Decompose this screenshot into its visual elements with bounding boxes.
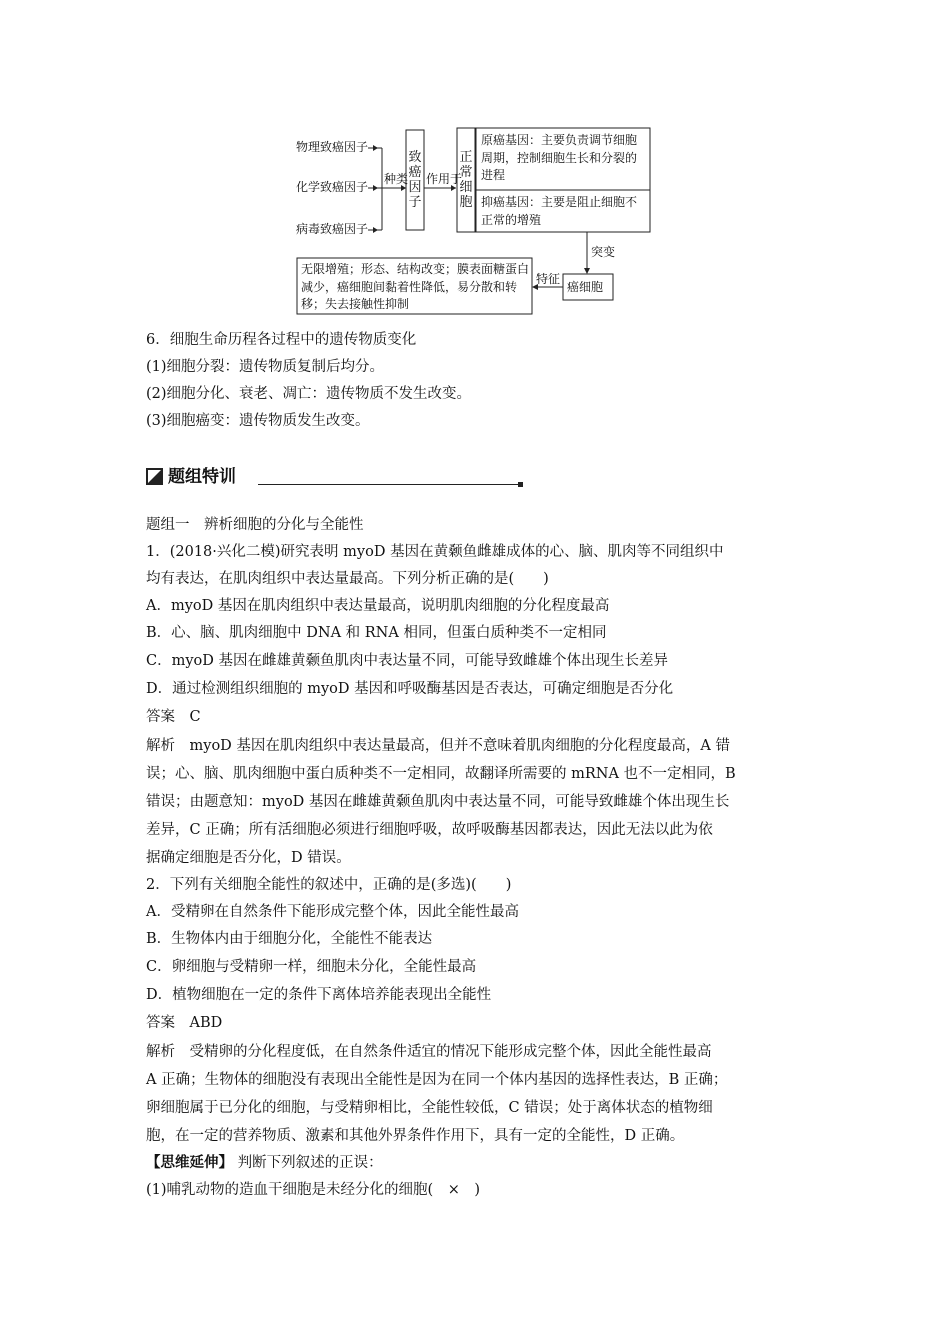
proto-oncogene-text: 原癌基因：主要负责调节细胞周期，控制细胞生长和分裂的进程 bbox=[481, 133, 638, 182]
q1-analysis-line: 误；心、脑、肌肉细胞中蛋白质种类不一定相同，故翻译所需要的 mRNA 也不一定相同，B bbox=[146, 766, 736, 782]
extension-heading bbox=[146, 1153, 383, 1173]
kind-label: 种类 bbox=[384, 172, 409, 186]
carcinogen-label: 致癌因子 bbox=[408, 150, 422, 210]
header-end-dot bbox=[518, 482, 523, 487]
q1-option-a: A．myoD 基因在肌肉组织中表达量最高，说明肌肉细胞的分化程度最高 bbox=[146, 598, 610, 614]
mutation-label: 突变 bbox=[591, 245, 616, 259]
cancer-diagram bbox=[0, 0, 950, 330]
q1-analysis-line: 错误；由题意知：myoD 基因在雌雄黄颡鱼肌肉中表达量不同，可能导致雌雄个体出现生长 bbox=[146, 794, 730, 810]
q2-analysis-line: 卵细胞属于已分化的细胞，与受精卵相比，全能性较低，C 错误；处于离体状态的植物细 bbox=[146, 1100, 713, 1116]
section-6-item: (1)细胞分裂：遗传物质复制后均分。 bbox=[146, 359, 385, 375]
cancer-cell-label: 癌细胞 bbox=[567, 280, 604, 294]
q1-answer: 答案 C bbox=[146, 709, 201, 725]
header-rule bbox=[258, 484, 520, 485]
q2-option-d: D．植物细胞在一定的条件下离体培养能表现出全能性 bbox=[146, 987, 492, 1003]
factor-physical: 物理致癌因子 bbox=[296, 140, 369, 154]
factor-chemical: 化学致癌因子 bbox=[296, 180, 369, 194]
section-6-item: (3)细胞癌变：遗传物质发生改变。 bbox=[146, 413, 370, 429]
q2-analysis-line: 胞，在一定的营养物质、激素和其他外界条件作用下，具有一定的全能性，D 正确。 bbox=[146, 1128, 685, 1144]
q2-analysis-line: 解析 受精卵的分化程度低，在自然条件适宜的情况下能形成完整个体，因此全能性最高 bbox=[146, 1044, 712, 1060]
q1-option-b: B．心、脑、肌肉细胞中 DNA 和 RNA 相同，但蛋白质种类不一定相同 bbox=[146, 625, 607, 641]
acts-on-label: 作用于 bbox=[426, 172, 463, 186]
extension-item: (1)哺乳动物的造血干细胞是未经分化的细胞( × ) bbox=[146, 1182, 481, 1198]
q2-analysis-line: A 正确；生物体的细胞没有表现出全能性是因为在同一个体内基因的选择性表达，B 正确； bbox=[146, 1072, 728, 1088]
feature-label: 特征 bbox=[536, 272, 561, 286]
q1-stem-line: 均有表达，在肌肉组织中表达量最高。下列分析正确的是( ) bbox=[146, 571, 549, 587]
q2-stem: 2．下列有关细胞全能性的叙述中，正确的是(多选)( ) bbox=[146, 877, 512, 893]
section-header-title: 题组特训 bbox=[168, 467, 236, 487]
q2-option-b: B．生物体内由于细胞分化，全能性不能表达 bbox=[146, 931, 433, 947]
triangle-square-icon bbox=[146, 468, 163, 485]
q2-answer: 答案 ABD bbox=[146, 1015, 223, 1031]
q1-option-d: D．通过检测组织细胞的 myoD 基因和呼吸酶基因是否表达，可确定细胞是否分化 bbox=[146, 681, 674, 697]
extension-text: 判断下列叙述的正误： bbox=[237, 1155, 383, 1171]
q1-option-c: C．myoD 基因在雌雄黄颡鱼肌肉中表达量不同，可能导致雌雄个体出现生长差异 bbox=[146, 653, 668, 669]
features-text: 无限增殖；形态、结构改变；膜表面糖蛋白减少，癌细胞间黏着性降低，易分散和转移；失去接触性抑制 bbox=[301, 262, 530, 311]
q1-stem-line: 1．(2018·兴化二模)研究表明 myoD 基因在黄颡鱼雌雄成体的心、脑、肌肉等不同组织中 bbox=[146, 544, 724, 560]
extension-label: 【思维延伸】 bbox=[146, 1154, 233, 1171]
group-title: 题组一 辨析细胞的分化与全能性 bbox=[146, 517, 364, 533]
tumor-suppressor-text: 抑癌基因：主要是阻止细胞不正常的增殖 bbox=[481, 195, 638, 227]
normal-cell-label: 正常细胞 bbox=[459, 150, 473, 210]
section-header bbox=[146, 466, 526, 490]
q1-analysis-line: 差异，C 正确；所有活细胞必须进行细胞呼吸，故呼吸酶基因都表达，因此无法以此为依 bbox=[146, 822, 713, 838]
q2-option-a: A．受精卵在自然条件下能形成完整个体，因此全能性最高 bbox=[146, 904, 519, 920]
factor-virus: 病毒致癌因子 bbox=[296, 222, 369, 236]
section-6-item: (2)细胞分化、衰老、凋亡：遗传物质不发生改变。 bbox=[146, 386, 472, 402]
q2-option-c: C．卵细胞与受精卵一样，细胞未分化，全能性最高 bbox=[146, 959, 477, 975]
q1-analysis-line: 解析 myoD 基因在肌肉组织中表达量最高，但并不意味着肌肉细胞的分化程度最高，A 错 bbox=[146, 738, 730, 754]
q1-analysis-line: 据确定细胞是否分化，D 错误。 bbox=[146, 850, 351, 866]
section-6-title: 6．细胞生命历程各过程中的遗传物质变化 bbox=[146, 332, 417, 348]
